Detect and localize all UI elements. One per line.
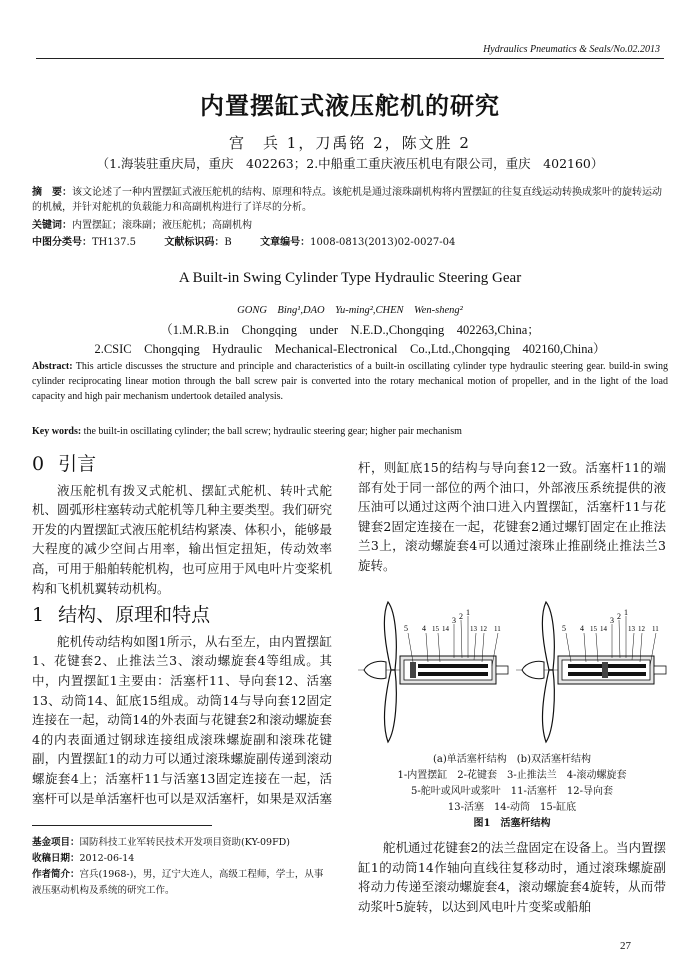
classification-line <box>32 235 668 250</box>
callout-a-12: 12 <box>480 625 487 633</box>
abstract-cn-label: 摘 要： <box>32 187 72 198</box>
callout-a-15: 15 <box>432 625 439 633</box>
fund-label: 基金项目： <box>32 837 80 848</box>
figure-subcaptions <box>362 752 662 768</box>
callout-b-2: 2 <box>617 612 621 621</box>
section-1-number: 1 <box>32 604 45 627</box>
keywords-cn-text: 内置摆缸；滚珠副；液压舵机；高副机构 <box>72 220 252 231</box>
keywords-cn <box>32 218 668 233</box>
abstract-cn <box>32 185 668 215</box>
callout-b-3: 3 <box>610 616 614 625</box>
abstract-en-text: This article discusses the structure and principle and characteristics of a built-in oscillating cylinder type hydraulic steering gear. build-in swing cylinder reciprocating linear motion through the ball screw pair is converted into the rotary mechanical motion of propeller, and in the light of the load capacity and high pair mechanism undertook detailed analysis. <box>32 361 668 402</box>
section-0-heading <box>32 455 332 475</box>
callout-b-14: 14 <box>600 625 607 633</box>
abstract-en-label: Abstract: <box>32 361 73 372</box>
footnotes <box>32 835 332 899</box>
callout-a-13: 13 <box>470 625 477 633</box>
callout-b-4: 4 <box>580 624 584 633</box>
callout-b-5: 5 <box>562 624 566 633</box>
english-affiliation-1: （1.M.R.B.in Chongqing under N.E.D.,Chongqing 402263,China； <box>160 323 540 337</box>
english-affiliation-2: 2.CSIC Chongqing Hydraulic Mechanical-Electronical Co.,Ltd.,Chongqing 402160,China） <box>94 342 606 356</box>
keywords-en-text: the built-in oscillating cylinder; the ball screw; hydraulic steering gear; higher pair mechanism <box>81 426 462 437</box>
callout-a-11: 11 <box>494 625 501 633</box>
paper-title: 内置摆缸式液压舵机的研究 <box>200 91 500 120</box>
callout-a-3: 3 <box>452 616 456 625</box>
figure-1-drawing <box>358 600 668 750</box>
authors: 宫 兵 1，刀禹铭 2，陈文胜 2 <box>229 134 471 152</box>
clc-value: TH137.5 <box>92 237 137 248</box>
right-column-top <box>358 458 666 576</box>
page-number: 27 <box>620 940 631 952</box>
affiliation: （1.海装驻重庆局，重庆 402263；2.中船重工重庆液压机电有限公司，重庆 402160） <box>96 156 604 171</box>
english-authors: GONG Bing¹,DAO Yu-ming²,CHEN Wen-sheng² <box>237 305 463 316</box>
callout-a-4: 4 <box>422 624 426 633</box>
art-label: 文章编号： <box>260 237 311 248</box>
callout-b-13: 13 <box>628 625 635 633</box>
section-0-paragraph: 液压舵机有拨叉式舵机、摆缸式舵机、转叶式舵机、圆弧形柱塞转动式舵机等几种主要类型。我们研究开发的内置摆缸式液压舵机结构紧凑、体积小，能够最大程度的减少空间占用率，输出恒定扭矩，传动效率高，可用于船舶转舵机构，也可应用于风电叶片变桨机构和飞机机翼转动机构。 <box>32 482 333 596</box>
abstract-en <box>32 359 668 404</box>
callout-a-14: 14 <box>442 625 449 633</box>
right-column-bottom <box>358 838 666 916</box>
bio-note <box>32 867 332 899</box>
figure-panel-b <box>516 602 668 742</box>
figure-legend-3: 13-活塞 14-动筒 15-缸底 <box>447 802 577 813</box>
section-1-title: 结构、原理和特点 <box>58 604 211 627</box>
figure-subcaption-a: (a)单活塞杆结构 <box>433 754 507 765</box>
keywords-en <box>32 424 668 439</box>
bio-text: 宫兵(1968-)，男，辽宁大连人，高级工程师，学士，从事液压驱动机构及系统的研究工作。 <box>32 869 324 896</box>
right-paragraph-1: 杆，则缸底15的结构与导向套12一致。活塞杆11的端部有处于同一部位的两个油口，外部液压系统提供的液压油可以通过这两个油口进入内置摆缸，活塞杆11与花键套2固定连接在一起，花键套2通过螺钉固定在止推法兰3上，滚动螺旋套4可以通过滚珠止推副绕止推法兰3旋转。 <box>358 460 666 573</box>
abstract-cn-text: 该文论述了一种内置摆缸式液压舵机的结构、原理和特点。该舵机是通过滚珠副机构将内置摆缸的往复直线运动转换成浆叶的旋转运动的机械，并针对舵机的负载能力和高副机构进行了详尽的分析。 <box>32 187 662 213</box>
date-text: 2012-06-14 <box>79 853 135 864</box>
figure-caption: 图1 活塞杆结构 <box>473 818 551 829</box>
date-label: 收稿日期： <box>32 853 80 864</box>
callout-b-12: 12 <box>638 625 645 633</box>
journal-header: Hydraulics Pneumatics & Seals/No.02.2013 <box>483 44 660 55</box>
fund-note <box>32 835 332 851</box>
callout-a-1: 1 <box>466 608 470 617</box>
keywords-en-label: Key words: <box>32 426 82 437</box>
callout-a-2: 2 <box>459 612 463 621</box>
art-value: 1008-0813(2013)02-0027-04 <box>310 237 456 248</box>
footnote-rule <box>32 825 212 826</box>
english-title: A Built-in Swing Cylinder Type Hydraulic Steering Gear <box>178 270 522 286</box>
section-1-heading <box>32 606 332 626</box>
section-1-paragraph: 舵机传动结构如图1所示，从右至左，由内置摆缸1、花键套2、止推法兰3、滚动螺旋套4等组成。其中，内置摆缸1主要由：活塞杆11、导向套12、活塞13、动筒14、缸底15组成。动筒14与导向套12固定连接在一起，动筒14的外表面与花键套2和滚动螺旋套4的内表面通过钢球连接组成滚珠螺旋副和滚珠花键副，内置摆缸1的动力可以通过滚珠螺旋副传递到滚动螺旋套4上；活塞杆11与活塞13固定连接在一起，活塞杆可以是单活塞杆也可以是双活塞杆，如果是双活塞 <box>32 633 333 806</box>
keywords-cn-label: 关键词： <box>32 220 72 231</box>
left-column <box>32 455 332 808</box>
doc-value: B <box>224 237 232 248</box>
callout-b-15: 15 <box>590 625 597 633</box>
right-paragraph-2: 舵机通过花键套2的法兰盘固定在设备上。当内置摆缸1的动筒14作轴向直线往复移动时，通过滚珠螺旋副将动力传递至滚动螺旋套4，滚动螺旋套4旋转，从而带动浆叶5旋转，以达到风电叶片变桨或船舶 <box>358 840 666 914</box>
callout-a-5: 5 <box>404 624 408 633</box>
date-note <box>32 851 332 867</box>
clc-label: 中图分类号： <box>32 237 92 248</box>
fund-text: 国防科技工业军转民技术开发项目资助(KY-09FD) <box>79 837 291 848</box>
section-0-title: 引言 <box>58 453 97 475</box>
header-rule <box>36 58 664 59</box>
callout-b-11: 11 <box>652 625 659 633</box>
figure-legend-1: 1-内置摆缸 2-花键套 3-止推法兰 4-滚动螺旋套 <box>397 770 627 781</box>
figure-panel-a <box>358 602 510 742</box>
figure-subcaption-b: (b)双活塞杆结构 <box>516 754 591 765</box>
doc-label: 文献标识码： <box>164 237 225 248</box>
callout-b-1: 1 <box>624 608 628 617</box>
bio-label: 作者简介： <box>32 869 80 880</box>
figure-legend-2: 5-舵叶或风叶或浆叶 11-活塞杆 12-导向套 <box>411 786 613 797</box>
section-0-number: 0 <box>32 453 45 475</box>
